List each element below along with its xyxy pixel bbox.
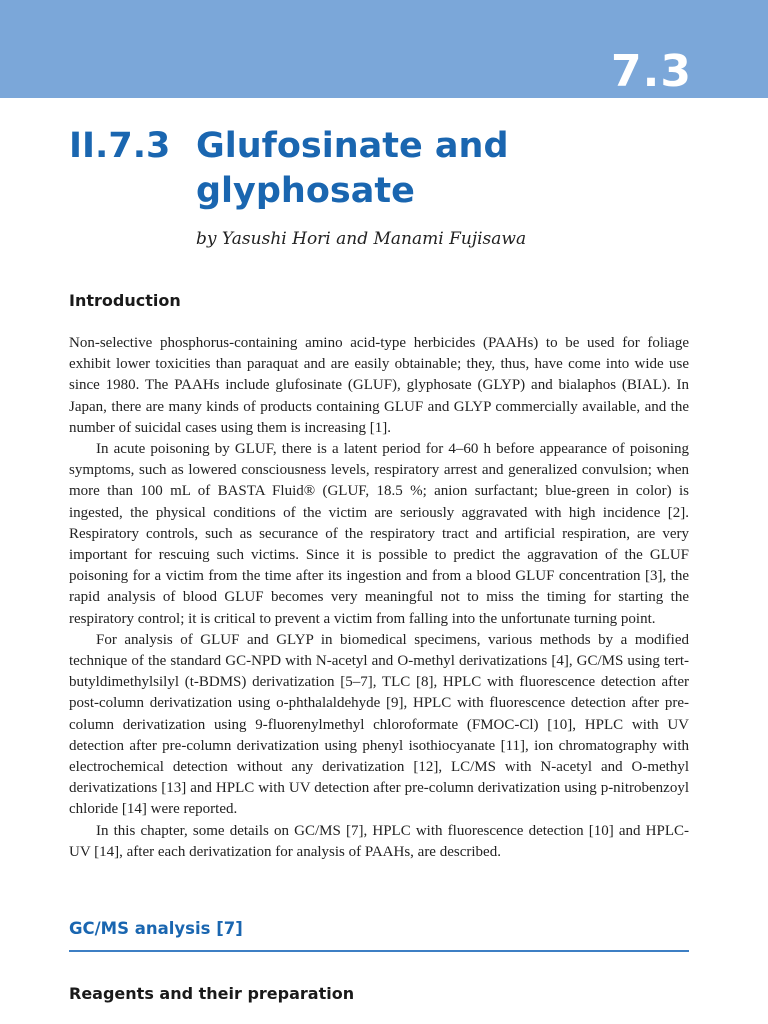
page-title: Glufosinate and glyphosate	[196, 126, 509, 211]
gcms-analysis-heading: GC/MS analysis [7]	[69, 919, 243, 938]
paragraph: For analysis of GLUF and GLYP in biomedical specimens, various methods by a modified technique of the standard GC-NPD with N-acetyl and O-methyl derivatizations [4], GC/MS using tert-butyldimethylsilyl (t-BDMS) derivatization [5–7], TLC [8], HPLC with fluorescence detection after post-column derivatization using o-phthalaldehyde [9], HPLC with fluorescence detection after pre-column derivatization using 9-fluorenylmethyl chloroformate (FMOC-Cl) [10], HPLC with UV detection after pre-column derivatization using phenyl isothiocyanate [11], ion chromatography with electrochemical detection without any derivatization [12], LC/MS with N-acetyl and O-methyl derivatizations [13] and HPLC with UV detection after pre-column derivatization using p-nitrobenzoyl chloride [14] were reported.	[69, 631, 689, 818]
introduction-heading: Introduction	[69, 291, 181, 310]
chapter-number: 7.3	[611, 46, 692, 97]
paragraph: Non-selective phosphorus-containing amino acid-type herbicides (PAAHs) to be used for foliage exhibit lower toxicities than paraquat and are easily obtainable; they, thus, have come into wide use since 1980. The PAAHs include glufosinate (GLUF), glyphosate (GLYP) and bialaphos (BIAL). In Japan, there are many kinds of products containing GLUF and GLYP commercially available, and the number of suicidal cases using them is increasing [1].	[69, 335, 689, 436]
reagents-heading: Reagents and their preparation	[69, 984, 355, 1003]
paragraph: In acute poisoning by GLUF, there is a latent period for 4–60 h before appearance of poisoning symptoms, such as lowered consciousness levels, respiratory arrest and generalized convulsion; when more than 100 mL of BASTA Fluid® (GLUF, 18.5 %; anion surfactant; blue-green in color) is ingested, the physical conditions of the victim are seriously aggravated with high incidence [2]. Respiratory controls, such as securance of the respiratory tract and artificial respiration, are very important for rescuing such victims. Since it is possible to predict the aggravation of the GLUF poisoning for a victim from the time after its ingestion and from a blood GLUF concentration [3], the rapid analysis of blood GLUF becomes very meaningful not to miss the timing for starting the respiratory control; it is critical to prevent a victim from falling into the unfortunate turning point.	[69, 441, 689, 627]
paragraph: In this chapter, some details on GC/MS [7], HPLC with fluorescence detection [10] and HPLC-UV [14], after each derivatization for analysis of PAAHs, are described.	[69, 822, 689, 860]
authors-line: by Yasushi Hori and Manami Fujisawa	[196, 229, 527, 249]
introduction-body	[69, 333, 689, 863]
section-number: II.7.3	[69, 126, 171, 166]
section-divider	[69, 950, 689, 952]
chapter-banner	[0, 0, 768, 98]
